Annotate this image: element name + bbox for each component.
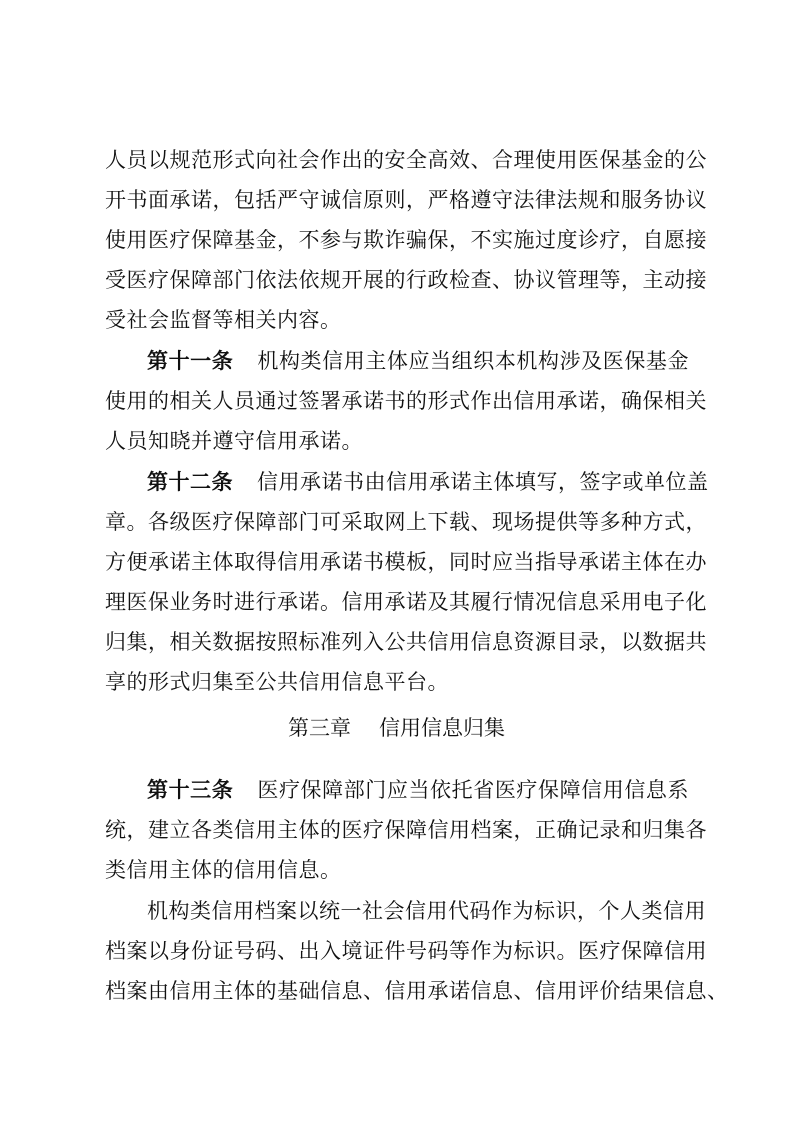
article-first-line: [105, 346, 689, 376]
text-line: 使用的相关人员通过签署承诺书的形式作出信用承诺，确保相关: [105, 389, 707, 413]
text-line: 人员以规范形式向社会作出的安全高效、合理使用医保基金的公: [105, 148, 707, 172]
article-first-line: [105, 467, 709, 497]
article-label: 第十二条: [147, 470, 233, 494]
text-line: 归集，相关数据按照标准列入公共信用信息资源目录，以数据共: [105, 630, 707, 654]
chapter-number: 第三章: [288, 716, 351, 740]
text-line: 使用医疗保障基金，不参与欺诈骗保，不实施过度诊疗，自愿接: [105, 228, 707, 252]
text-line: 受社会监督等相关内容。: [105, 308, 342, 332]
text-segment: 机构类信用主体应当组织本机构涉及医保基金: [257, 349, 690, 373]
text-line: 档案以身份证号码、出入境证件号码等作为标识。医疗保障信用: [105, 939, 707, 963]
text-line: 统，建立各类信用主体的医疗保障信用档案，正确记录和归集各: [105, 818, 707, 842]
text-line: 享的形式归集至公共信用信息平台。: [105, 670, 449, 694]
article-label: 第十一条: [147, 349, 234, 373]
chapter-title: 信用信息归集: [379, 716, 505, 740]
text-line: 受医疗保障部门依法依规开展的行政检查、协议管理等，主动接: [105, 268, 707, 292]
text-line: 档案由信用主体的基础信息、信用承诺信息、信用评价结果信息、: [105, 979, 729, 1003]
text-line: 类信用主体的信用信息。: [105, 858, 342, 882]
article-label: 第十三条: [147, 778, 234, 802]
chapter-heading: [0, 713, 793, 743]
text-line: 方便承诺主体取得信用承诺书模板，同时应当指导承诺主体在办: [105, 550, 707, 574]
text-segment: 医疗保障部门应当依托省医疗保障信用信息系: [257, 778, 690, 802]
text-line: 人员知晓并遵守信用承诺。: [105, 429, 363, 453]
article-first-line: [105, 775, 689, 805]
text-line: 开书面承诺，包括严守诚信原则，严格遵守法律法规和服务协议: [105, 188, 707, 212]
text-segment: 信用承诺书由信用承诺主体填写，签字或单位盖: [257, 470, 709, 494]
text-line: 理医保业务时进行承诺。信用承诺及其履行情况信息采用电子化: [105, 590, 707, 614]
text-line: 章。各级医疗保障部门可采取网上下载、现场提供等多种方式，: [105, 510, 707, 534]
text-line: 机构类信用档案以统一社会信用代码作为标识，个人类信用: [147, 899, 706, 923]
